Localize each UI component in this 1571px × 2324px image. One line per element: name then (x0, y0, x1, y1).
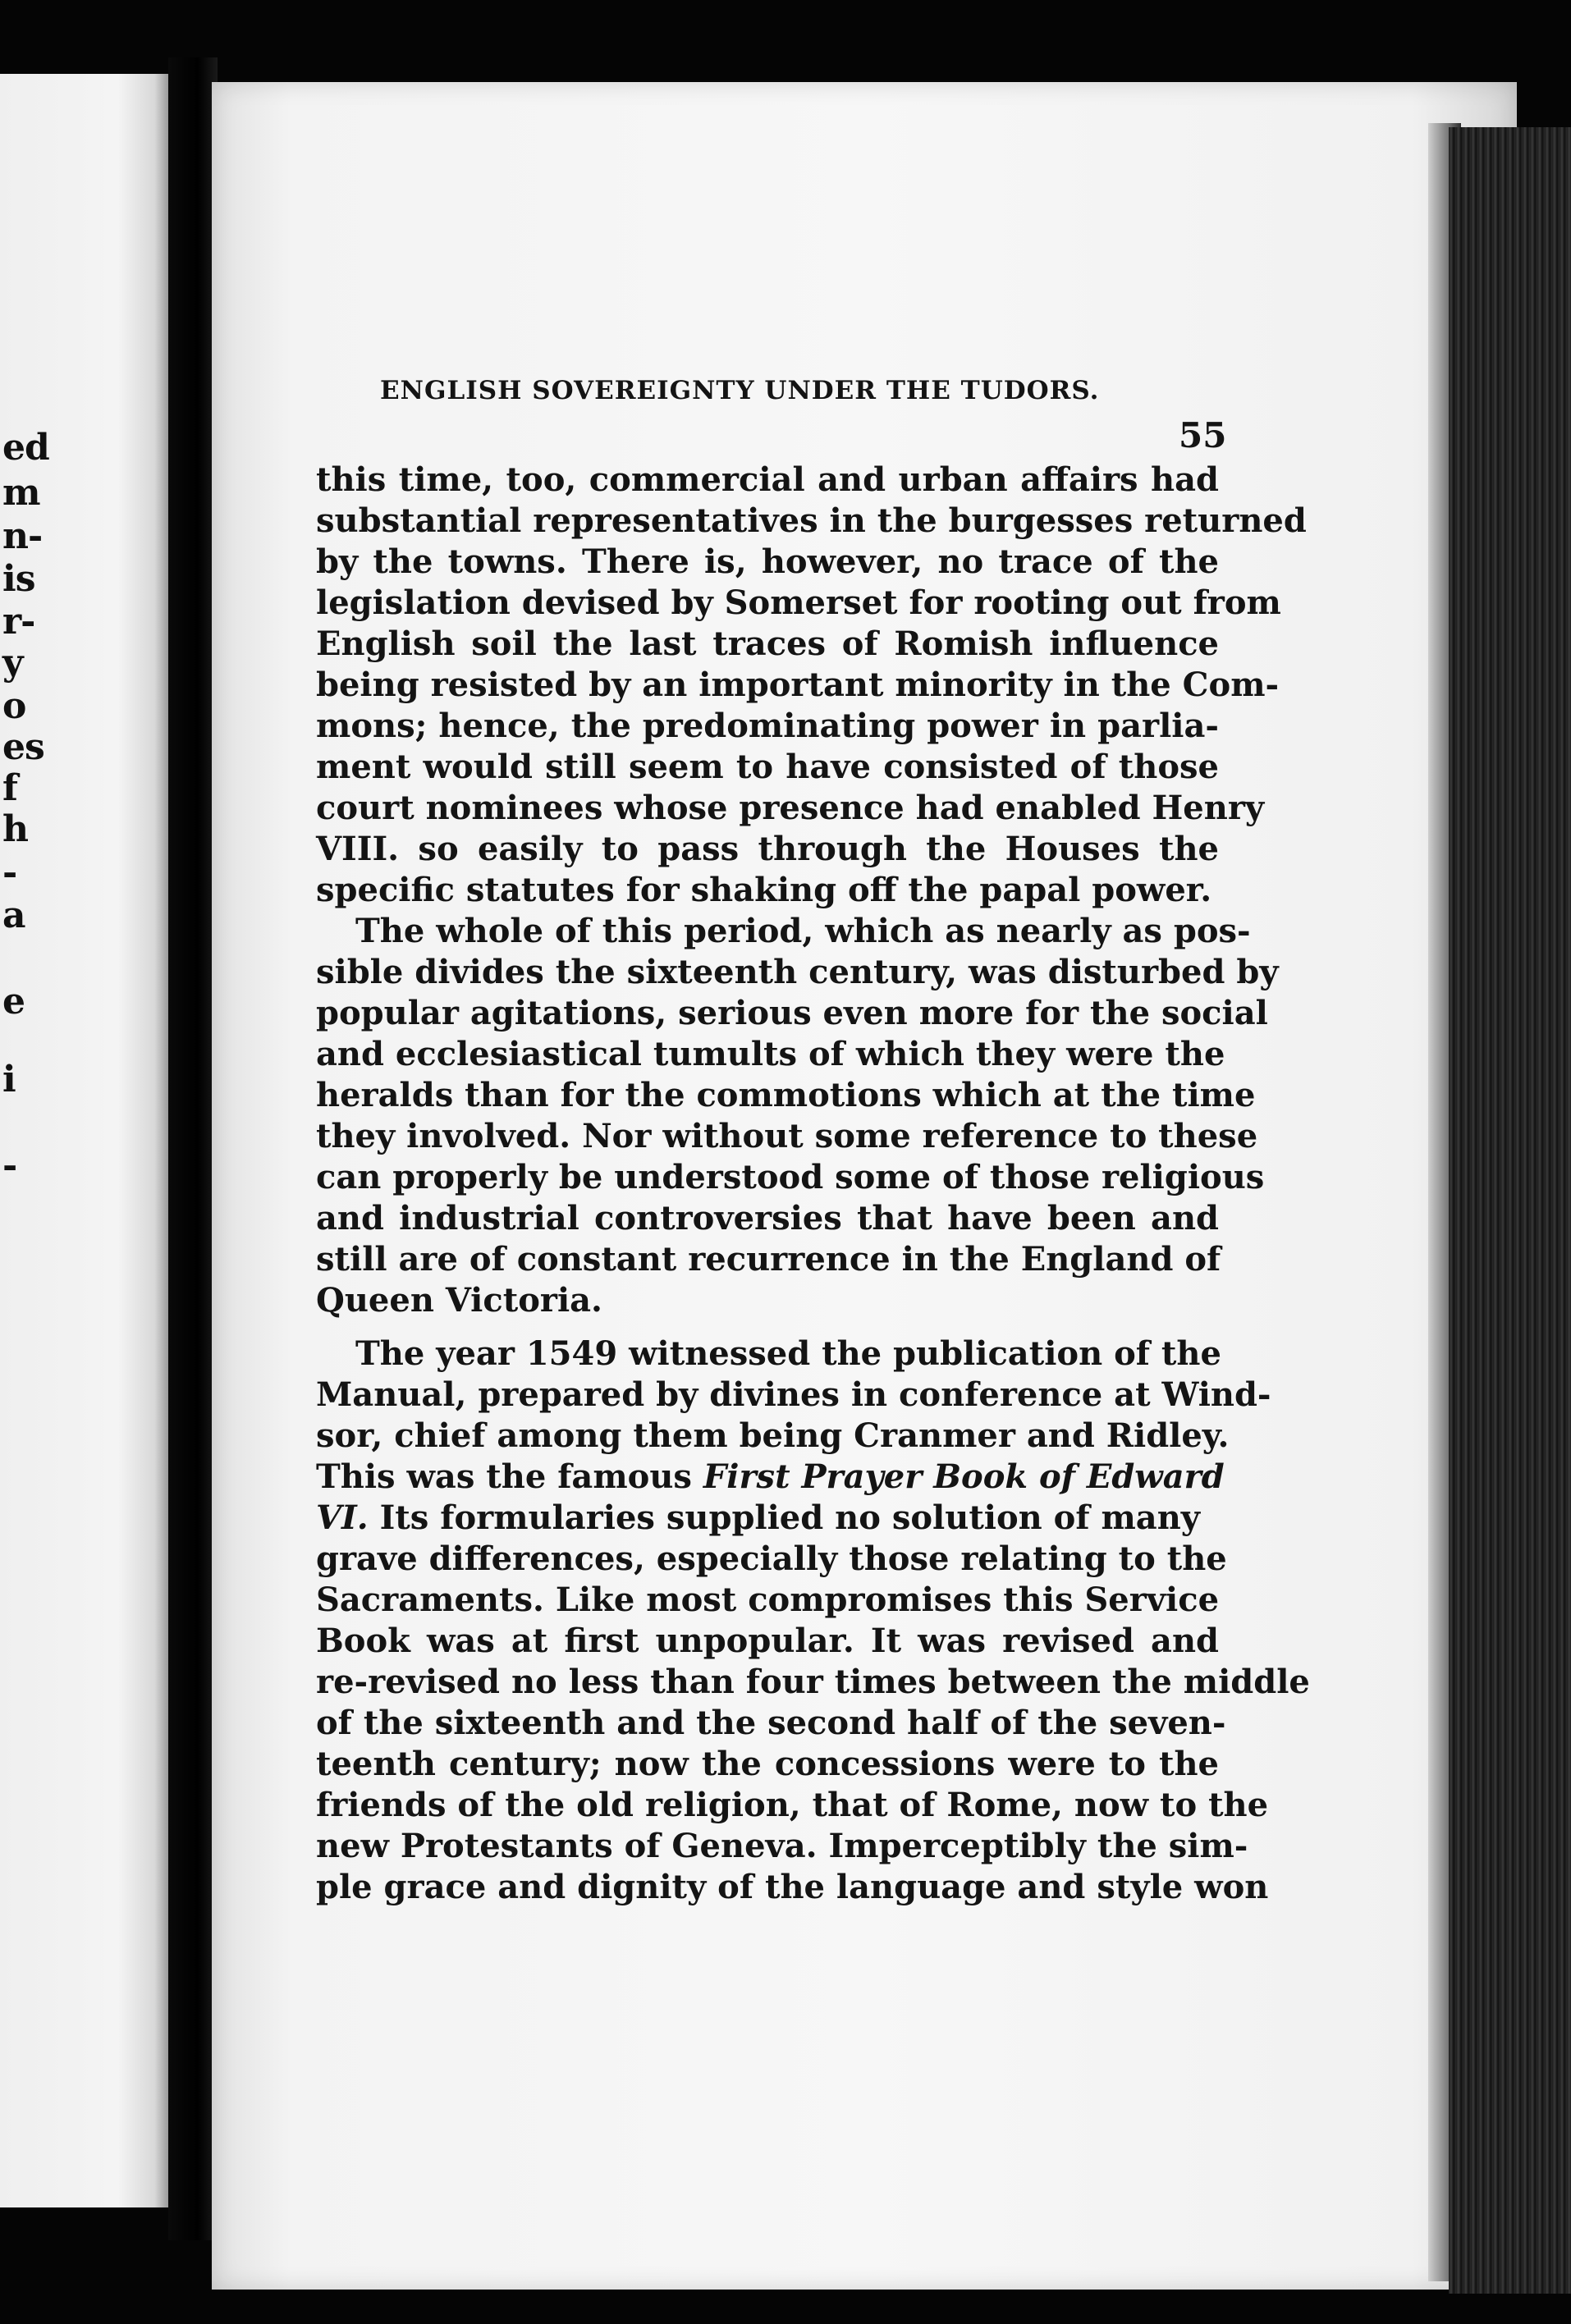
left-fragment: ed (2, 427, 49, 469)
text-line: English soil the last traces of Romish influence (316, 624, 1219, 663)
text-line: re-revised no less than four times between the middle (316, 1663, 1310, 1701)
left-fragment: y (2, 642, 23, 684)
left-fragment: h (2, 808, 28, 850)
running-head: ENGLISH SOVEREIGNTY UNDER THE TUDORS. (380, 376, 1100, 405)
text-line: friends of the old religion, that of Rome, now to the (316, 1786, 1269, 1824)
text-line: grave differences, especially those relating to the (316, 1539, 1227, 1578)
text-line: still are of constant recurrence in the England of (316, 1240, 1221, 1279)
left-facing-page (0, 74, 168, 2207)
text-line: Manual, prepared by divines in conference at Wind- (316, 1375, 1271, 1414)
text-line: being resisted by an important minority in the Com- (316, 666, 1280, 704)
text-line: and ecclesiastical tumults of which they were the (316, 1035, 1225, 1073)
text-line-with-italic-title (316, 1498, 1219, 1539)
page-edges-stack (1449, 127, 1571, 2294)
left-fragment: - (2, 852, 17, 894)
text-line: legislation devised by Somerset for rooting out from (316, 583, 1281, 622)
page-number: 55 (1179, 415, 1227, 455)
text-line: can properly be understood some of those religious (316, 1158, 1265, 1196)
left-fragment: a (2, 894, 25, 936)
text-line: teenth century; now the concessions were to the (316, 1745, 1219, 1783)
left-fragment: is (2, 558, 35, 600)
text-line: new Protestants of Geneva. Imperceptibly the sim- (316, 1827, 1248, 1865)
left-fragment: r- (2, 601, 35, 643)
text-line: heralds than for the commotions which at the time (316, 1076, 1256, 1114)
text-line: of the sixteenth and the second half of the seven- (316, 1704, 1226, 1742)
left-fragment: e (2, 981, 25, 1022)
text-line: and industrial controversies that have been and (316, 1199, 1219, 1237)
left-fragment: m (2, 472, 40, 514)
left-fragment: o (2, 685, 26, 727)
italic-book-title: VI. (316, 1498, 369, 1537)
text-line: Sacraments. Like most compromises this Service (316, 1581, 1220, 1619)
left-fragment: n- (2, 515, 43, 557)
text-line: by the towns. There is, however, no trace of the (316, 542, 1219, 581)
text-line: specific statutes for shaking off the papal power. (316, 871, 1212, 909)
text-line: sor, chief among them being Cranmer and Ridley. (316, 1416, 1230, 1455)
book-gutter (168, 57, 218, 2240)
text-line-with-italic-title (316, 1457, 1225, 1498)
text-line: they involved. Nor without some reference to these (316, 1117, 1258, 1155)
text-line: mons; hence, the predominating power in parlia- (316, 707, 1219, 745)
text-line: ment would still seem to have consisted of those (316, 748, 1219, 786)
text-line: ple grace and dignity of the language and style won (316, 1868, 1269, 1906)
text-line: The whole of this period, which as nearly as pos- (355, 912, 1251, 950)
text-line: VIII. so easily to pass through the Houses the (316, 830, 1219, 868)
text-line: Queen Victoria. (316, 1281, 602, 1320)
text-line: Book was at first unpopular. It was revised and (316, 1622, 1219, 1660)
text-line: sible divides the sixteenth century, was disturbed by (316, 953, 1279, 991)
italic-book-title: First Prayer Book of Edward (703, 1457, 1225, 1496)
text-line: popular agitations, serious even more for the social (316, 994, 1268, 1032)
text-line: The year 1549 witnessed the publication of the (355, 1334, 1221, 1373)
left-fragment: f (2, 767, 17, 809)
text-line: substantial representatives in the burgesses returned (316, 501, 1307, 540)
text-segment: Its formularies supplied no solution of many (368, 1498, 1201, 1537)
left-fragment: i (2, 1059, 16, 1100)
left-fragment: es (2, 726, 44, 768)
left-fragment: - (2, 1145, 17, 1187)
text-line: court nominees whose presence had enabled Henry (316, 789, 1265, 827)
text-line: this time, too, commercial and urban affairs had (316, 460, 1219, 499)
text-segment: This was the famous (316, 1457, 703, 1496)
